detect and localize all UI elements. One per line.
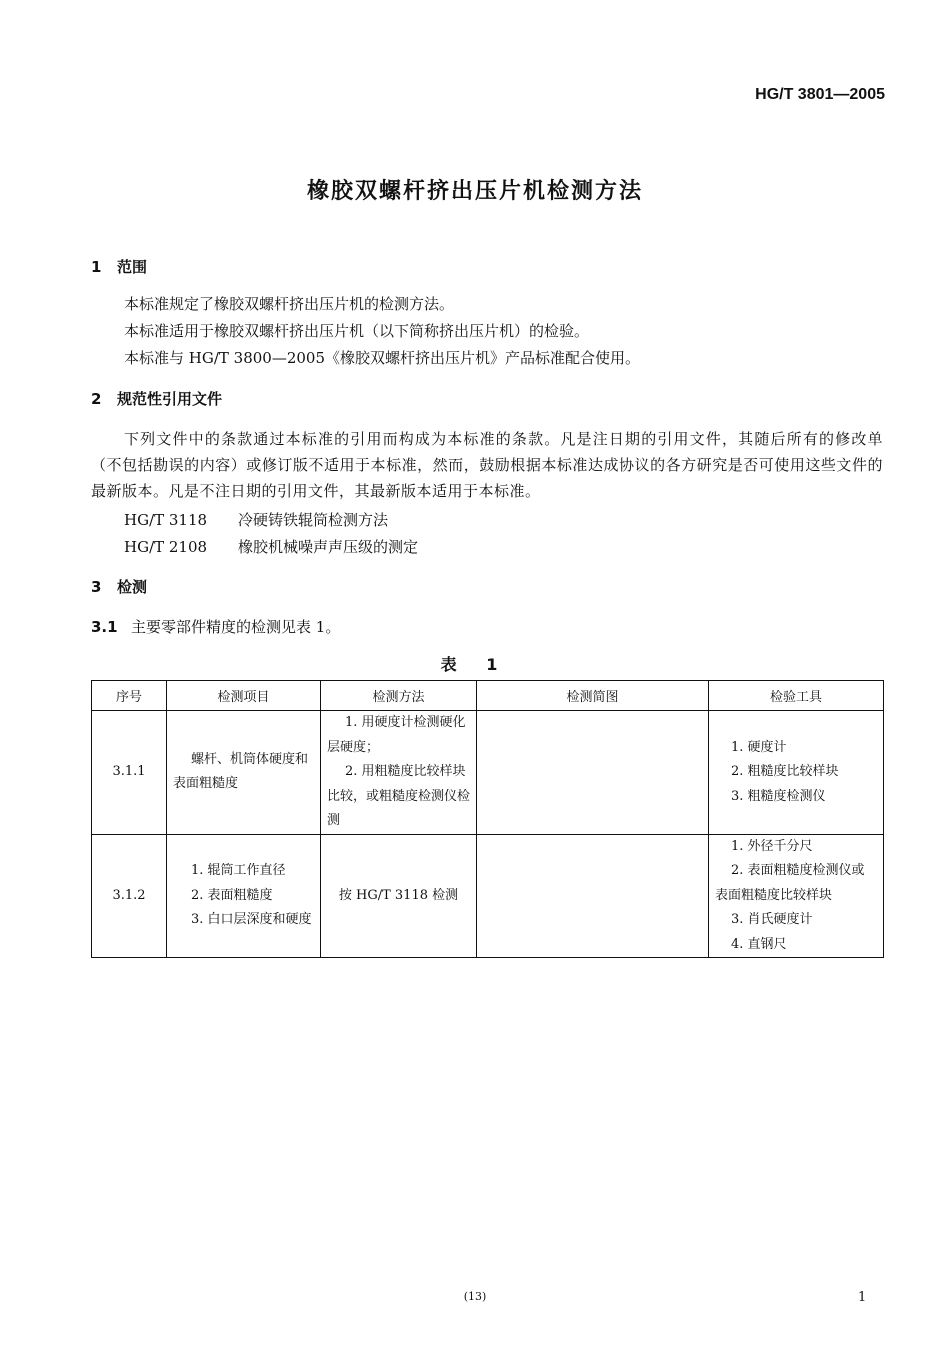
cell-diagram	[477, 834, 709, 958]
tool-line: 3. 肖氏硬度计	[731, 912, 813, 927]
scope-paragraph: 本标准适用于橡胶双螺杆挤出压片机（以下简称挤出压片机）的检验。	[124, 322, 590, 340]
reference-entry	[124, 536, 418, 557]
standard-code: HG/T 3801—2005	[755, 86, 885, 103]
header-tools: 检验工具	[709, 681, 884, 711]
reference-name: 冷硬铸铁辊筒检测方法	[238, 511, 389, 529]
cell-seq: 3.1.1	[92, 711, 167, 835]
normative-references-paragraph: 下列文件中的条款通过本标准的引用而构成为本标准的条款。凡是注日期的引用文件，其随后所有的修改单（不包括勘误的内容）或修订版不适用于本标准，然而，鼓励根据本标准达成协议的各方研究是否可使用这些文件的最新版本。凡是不注日期的引用文件，其最新版本适用于本标准。	[91, 430, 883, 500]
tool-line: 3. 粗糙度检测仪	[731, 788, 826, 804]
reference-name: 橡胶机械噪声声压级的测定	[238, 538, 419, 556]
scope-paragraph: 本标准与 HG/T 3800—2005《橡胶双螺杆挤出压片机》产品标准配合使用。	[124, 349, 641, 367]
section-number: 3	[91, 578, 102, 596]
reference-code: HG/T 2108	[124, 538, 208, 556]
cell-tools	[709, 711, 884, 835]
section-number: 2	[91, 390, 102, 408]
tool-line: 4. 直钢尺	[731, 936, 787, 952]
sheet-number: 1	[858, 1290, 867, 1305]
cell-method	[321, 711, 477, 835]
item-line: 3. 白口层深度和硬度	[191, 912, 312, 927]
table-header-row	[92, 681, 884, 711]
section-number: 1	[91, 258, 102, 276]
table-row	[92, 711, 884, 835]
cell-method	[321, 834, 477, 958]
subsection-text: 主要零部件精度的检测见表 1。	[131, 618, 341, 636]
method-line: 按 HG/T 3118 检测	[338, 887, 459, 903]
header-method: 检测方法	[321, 681, 477, 711]
tool-line: 2. 粗糙度比较样块	[731, 764, 839, 779]
item-line: 2. 表面粗糙度	[191, 887, 273, 903]
section-2-heading	[91, 388, 222, 409]
cell-tools	[709, 834, 884, 958]
cell-diagram	[477, 711, 709, 835]
item-line: 1. 辊筒工作直径	[191, 863, 286, 878]
tool-line: 2. 表面粗糙度检测仪或表面粗糙度比较样块	[715, 863, 865, 903]
page-number: (13)	[463, 1290, 487, 1303]
tool-line: 1. 外径千分尺	[731, 838, 813, 854]
item-line: 螺杆、机筒体硬度和表面粗糙度	[173, 751, 309, 792]
section-1-heading	[91, 256, 147, 277]
section-title: 规范性引用文件	[117, 390, 223, 408]
inspection-table	[91, 680, 884, 958]
header-item: 检测项目	[167, 681, 321, 711]
method-line: 2. 用粗糙度比较样块比较，或粗糙度检测仪检测	[327, 764, 471, 828]
subsection-3-1	[91, 616, 340, 637]
subsection-number: 3.1	[91, 618, 118, 636]
section-title: 范围	[117, 258, 148, 276]
header-seq: 序号	[92, 681, 167, 711]
document-title: 橡胶双螺杆挤出压片机检测方法	[306, 179, 643, 204]
section-title: 检测	[117, 578, 148, 596]
section-3-heading	[91, 576, 147, 597]
method-line: 1. 用硬度计检测硬化层硬度；	[327, 715, 466, 755]
tool-line: 1. 硬度计	[731, 739, 787, 755]
cell-seq: 3.1.2	[92, 834, 167, 958]
table-caption: 表 1	[440, 655, 510, 674]
header-diagram: 检测简图	[477, 681, 709, 711]
scope-paragraph: 本标准规定了橡胶双螺杆挤出压片机的检测方法。	[124, 295, 455, 313]
cell-item	[167, 834, 321, 958]
reference-code: HG/T 3118	[124, 511, 208, 529]
table-row	[92, 834, 884, 958]
cell-item	[167, 711, 321, 835]
reference-entry	[124, 509, 388, 530]
